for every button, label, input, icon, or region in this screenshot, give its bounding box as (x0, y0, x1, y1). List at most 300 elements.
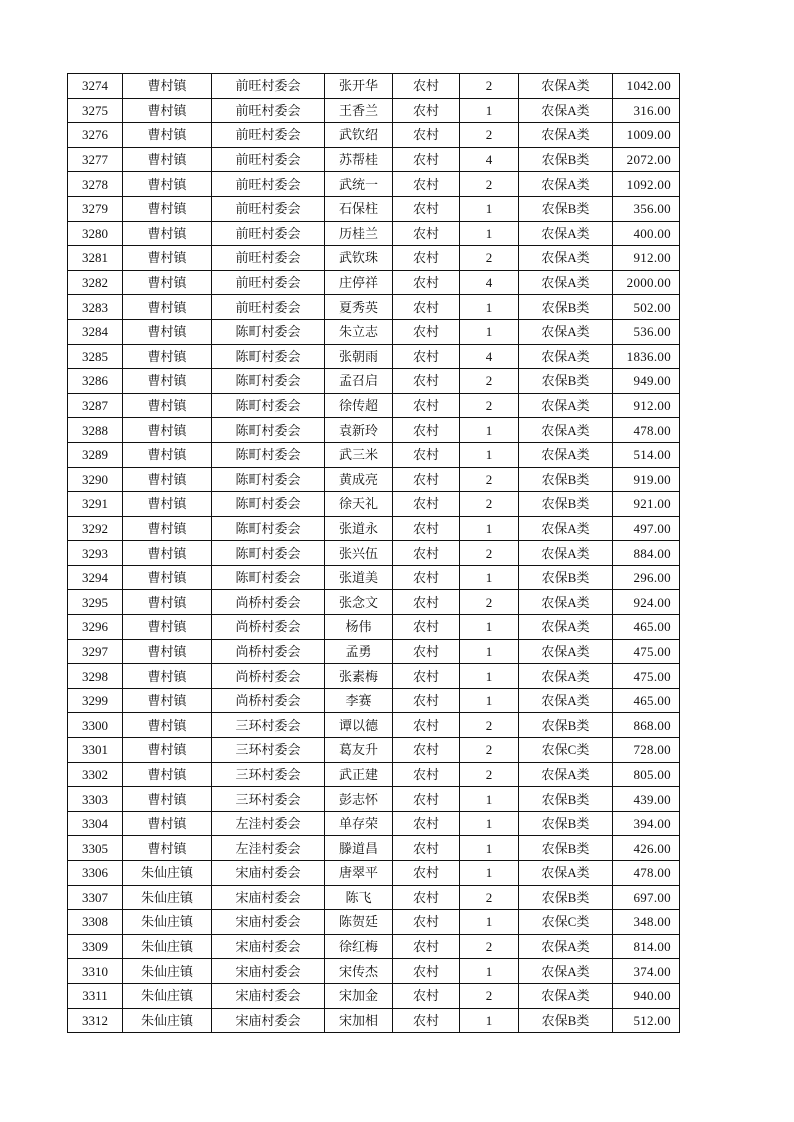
person-name-cell: 武钦绍 (325, 123, 393, 148)
village-committee-cell: 前旺村委会 (212, 246, 325, 271)
village-committee-cell: 宋庙村委会 (212, 910, 325, 935)
village-committee-cell: 陈町村委会 (212, 541, 325, 566)
row-number-cell: 3305 (68, 836, 123, 861)
table-row (68, 516, 680, 541)
insurance-category-cell: 农保A类 (519, 959, 613, 984)
row-number-cell: 3298 (68, 664, 123, 689)
amount-cell: 439.00 (613, 787, 680, 812)
area-type-cell: 农村 (393, 959, 460, 984)
amount-cell: 2000.00 (613, 270, 680, 295)
village-committee-cell: 宋庙村委会 (212, 959, 325, 984)
person-name-cell: 宋传杰 (325, 959, 393, 984)
row-number-cell: 3282 (68, 270, 123, 295)
village-committee-cell: 陈町村委会 (212, 369, 325, 394)
table-row (68, 688, 680, 713)
insurance-category-cell: 农保A类 (519, 516, 613, 541)
insurance-category-cell: 农保A类 (519, 246, 613, 271)
row-number-cell: 3295 (68, 590, 123, 615)
town-cell: 曹村镇 (123, 393, 212, 418)
amount-cell: 296.00 (613, 565, 680, 590)
household-size-cell: 1 (460, 221, 519, 246)
household-size-cell: 1 (460, 688, 519, 713)
insurance-category-cell: 农保A类 (519, 172, 613, 197)
household-size-cell: 1 (460, 418, 519, 443)
insurance-category-cell: 农保B类 (519, 147, 613, 172)
amount-cell: 502.00 (613, 295, 680, 320)
amount-cell: 814.00 (613, 934, 680, 959)
village-committee-cell: 尚桥村委会 (212, 639, 325, 664)
village-committee-cell: 宋庙村委会 (212, 861, 325, 886)
area-type-cell: 农村 (393, 713, 460, 738)
amount-cell: 400.00 (613, 221, 680, 246)
table-row (68, 565, 680, 590)
amount-cell: 1009.00 (613, 123, 680, 148)
household-size-cell: 2 (460, 492, 519, 517)
amount-cell: 465.00 (613, 688, 680, 713)
area-type-cell: 农村 (393, 147, 460, 172)
village-committee-cell: 陈町村委会 (212, 467, 325, 492)
area-type-cell: 农村 (393, 983, 460, 1008)
area-type-cell: 农村 (393, 738, 460, 763)
person-name-cell: 夏秀英 (325, 295, 393, 320)
village-committee-cell: 陈町村委会 (212, 393, 325, 418)
table-row (68, 1008, 680, 1033)
insurance-category-cell: 农保A类 (519, 861, 613, 886)
area-type-cell: 农村 (393, 836, 460, 861)
table-row (68, 74, 680, 99)
area-type-cell: 农村 (393, 811, 460, 836)
household-size-cell: 1 (460, 811, 519, 836)
insurance-category-cell: 农保C类 (519, 910, 613, 935)
town-cell: 曹村镇 (123, 196, 212, 221)
table-row (68, 418, 680, 443)
village-committee-cell: 左洼村委会 (212, 836, 325, 861)
table-row (68, 983, 680, 1008)
table-row (68, 393, 680, 418)
person-name-cell: 陈飞 (325, 885, 393, 910)
town-cell: 曹村镇 (123, 738, 212, 763)
insurance-category-cell: 农保A类 (519, 74, 613, 99)
area-type-cell: 农村 (393, 393, 460, 418)
household-size-cell: 4 (460, 147, 519, 172)
person-name-cell: 徐天礼 (325, 492, 393, 517)
person-name-cell: 历桂兰 (325, 221, 393, 246)
town-cell: 曹村镇 (123, 713, 212, 738)
person-name-cell: 庄停祥 (325, 270, 393, 295)
row-number-cell: 3297 (68, 639, 123, 664)
insurance-category-cell: 农保A类 (519, 590, 613, 615)
town-cell: 曹村镇 (123, 516, 212, 541)
insurance-category-cell: 农保B类 (519, 369, 613, 394)
village-committee-cell: 前旺村委会 (212, 270, 325, 295)
person-name-cell: 张朝雨 (325, 344, 393, 369)
person-name-cell: 王香兰 (325, 98, 393, 123)
household-size-cell: 1 (460, 861, 519, 886)
village-committee-cell: 宋庙村委会 (212, 983, 325, 1008)
area-type-cell: 农村 (393, 615, 460, 640)
household-size-cell: 2 (460, 713, 519, 738)
table-row (68, 615, 680, 640)
village-committee-cell: 前旺村委会 (212, 123, 325, 148)
area-type-cell: 农村 (393, 369, 460, 394)
table-row (68, 442, 680, 467)
person-name-cell: 武正建 (325, 762, 393, 787)
insurance-category-cell: 农保A类 (519, 221, 613, 246)
table-row (68, 270, 680, 295)
row-number-cell: 3293 (68, 541, 123, 566)
table-row (68, 467, 680, 492)
household-size-cell: 4 (460, 344, 519, 369)
row-number-cell: 3311 (68, 983, 123, 1008)
household-size-cell: 2 (460, 934, 519, 959)
town-cell: 朱仙庄镇 (123, 885, 212, 910)
table-row (68, 959, 680, 984)
amount-cell: 497.00 (613, 516, 680, 541)
insurance-category-cell: 农保A类 (519, 98, 613, 123)
person-name-cell: 武统一 (325, 172, 393, 197)
household-size-cell: 2 (460, 467, 519, 492)
village-committee-cell: 三环村委会 (212, 762, 325, 787)
amount-cell: 465.00 (613, 615, 680, 640)
household-size-cell: 2 (460, 123, 519, 148)
person-name-cell: 朱立志 (325, 319, 393, 344)
household-size-cell: 1 (460, 516, 519, 541)
area-type-cell: 农村 (393, 590, 460, 615)
person-name-cell: 唐翠平 (325, 861, 393, 886)
amount-cell: 949.00 (613, 369, 680, 394)
row-number-cell: 3299 (68, 688, 123, 713)
area-type-cell: 农村 (393, 295, 460, 320)
household-size-cell: 2 (460, 369, 519, 394)
insurance-category-cell: 农保B类 (519, 295, 613, 320)
household-size-cell: 1 (460, 565, 519, 590)
row-number-cell: 3280 (68, 221, 123, 246)
household-size-cell: 2 (460, 74, 519, 99)
town-cell: 曹村镇 (123, 344, 212, 369)
row-number-cell: 3275 (68, 98, 123, 123)
person-name-cell: 孟勇 (325, 639, 393, 664)
town-cell: 曹村镇 (123, 565, 212, 590)
area-type-cell: 农村 (393, 787, 460, 812)
amount-cell: 536.00 (613, 319, 680, 344)
area-type-cell: 农村 (393, 196, 460, 221)
insurance-category-cell: 农保A类 (519, 762, 613, 787)
row-number-cell: 3303 (68, 787, 123, 812)
row-number-cell: 3294 (68, 565, 123, 590)
village-committee-cell: 三环村委会 (212, 738, 325, 763)
area-type-cell: 农村 (393, 442, 460, 467)
village-committee-cell: 陈町村委会 (212, 442, 325, 467)
village-committee-cell: 尚桥村委会 (212, 664, 325, 689)
table-row (68, 861, 680, 886)
town-cell: 曹村镇 (123, 418, 212, 443)
person-name-cell: 宋加相 (325, 1008, 393, 1033)
area-type-cell: 农村 (393, 664, 460, 689)
area-type-cell: 农村 (393, 172, 460, 197)
person-name-cell: 杨伟 (325, 615, 393, 640)
household-size-cell: 1 (460, 664, 519, 689)
amount-cell: 478.00 (613, 861, 680, 886)
insurance-category-cell: 农保A类 (519, 442, 613, 467)
amount-cell: 514.00 (613, 442, 680, 467)
insurance-category-cell: 农保B类 (519, 787, 613, 812)
table-row (68, 885, 680, 910)
area-type-cell: 农村 (393, 516, 460, 541)
table-row (68, 541, 680, 566)
insurance-category-cell: 农保A类 (519, 344, 613, 369)
table-row (68, 713, 680, 738)
person-name-cell: 张念文 (325, 590, 393, 615)
row-number-cell: 3309 (68, 934, 123, 959)
insurance-category-cell: 农保B类 (519, 811, 613, 836)
person-name-cell: 彭志怀 (325, 787, 393, 812)
village-committee-cell: 宋庙村委会 (212, 885, 325, 910)
table-row (68, 738, 680, 763)
table-row (68, 369, 680, 394)
village-committee-cell: 陈町村委会 (212, 565, 325, 590)
household-size-cell: 1 (460, 787, 519, 812)
household-size-cell: 1 (460, 639, 519, 664)
town-cell: 曹村镇 (123, 467, 212, 492)
amount-cell: 805.00 (613, 762, 680, 787)
person-name-cell: 黄成亮 (325, 467, 393, 492)
area-type-cell: 农村 (393, 565, 460, 590)
amount-cell: 868.00 (613, 713, 680, 738)
village-committee-cell: 宋庙村委会 (212, 934, 325, 959)
town-cell: 曹村镇 (123, 221, 212, 246)
table-row (68, 787, 680, 812)
household-size-cell: 1 (460, 295, 519, 320)
insurance-category-cell: 农保A类 (519, 615, 613, 640)
area-type-cell: 农村 (393, 639, 460, 664)
village-committee-cell: 前旺村委会 (212, 74, 325, 99)
village-committee-cell: 前旺村委会 (212, 172, 325, 197)
row-number-cell: 3304 (68, 811, 123, 836)
person-name-cell: 葛友升 (325, 738, 393, 763)
household-size-cell: 2 (460, 885, 519, 910)
area-type-cell: 农村 (393, 934, 460, 959)
row-number-cell: 3300 (68, 713, 123, 738)
household-size-cell: 1 (460, 196, 519, 221)
table-row (68, 221, 680, 246)
insurance-category-cell: 农保B类 (519, 885, 613, 910)
amount-cell: 475.00 (613, 664, 680, 689)
table-row (68, 98, 680, 123)
area-type-cell: 农村 (393, 762, 460, 787)
town-cell: 曹村镇 (123, 590, 212, 615)
town-cell: 曹村镇 (123, 369, 212, 394)
amount-cell: 1836.00 (613, 344, 680, 369)
household-size-cell: 2 (460, 541, 519, 566)
amount-cell: 912.00 (613, 393, 680, 418)
town-cell: 曹村镇 (123, 639, 212, 664)
insurance-category-cell: 农保B类 (519, 836, 613, 861)
town-cell: 曹村镇 (123, 688, 212, 713)
town-cell: 曹村镇 (123, 442, 212, 467)
amount-cell: 512.00 (613, 1008, 680, 1033)
town-cell: 朱仙庄镇 (123, 959, 212, 984)
town-cell: 曹村镇 (123, 836, 212, 861)
amount-cell: 374.00 (613, 959, 680, 984)
person-name-cell: 张开华 (325, 74, 393, 99)
household-size-cell: 1 (460, 836, 519, 861)
town-cell: 曹村镇 (123, 811, 212, 836)
town-cell: 曹村镇 (123, 74, 212, 99)
village-committee-cell: 三环村委会 (212, 713, 325, 738)
row-number-cell: 3307 (68, 885, 123, 910)
insurance-category-cell: 农保A类 (519, 270, 613, 295)
person-name-cell: 滕道昌 (325, 836, 393, 861)
insurance-category-cell: 农保A类 (519, 934, 613, 959)
area-type-cell: 农村 (393, 885, 460, 910)
table-row (68, 762, 680, 787)
amount-cell: 394.00 (613, 811, 680, 836)
row-number-cell: 3286 (68, 369, 123, 394)
village-committee-cell: 三环村委会 (212, 787, 325, 812)
table-body (68, 74, 680, 1033)
beneficiary-table (67, 73, 680, 1033)
person-name-cell: 徐传超 (325, 393, 393, 418)
insurance-category-cell: 农保B类 (519, 1008, 613, 1033)
town-cell: 曹村镇 (123, 664, 212, 689)
row-number-cell: 3290 (68, 467, 123, 492)
table-row (68, 639, 680, 664)
table-row (68, 147, 680, 172)
amount-cell: 728.00 (613, 738, 680, 763)
area-type-cell: 农村 (393, 98, 460, 123)
household-size-cell: 2 (460, 172, 519, 197)
household-size-cell: 1 (460, 1008, 519, 1033)
table-row (68, 123, 680, 148)
village-committee-cell: 宋庙村委会 (212, 1008, 325, 1033)
table-row (68, 319, 680, 344)
area-type-cell: 农村 (393, 123, 460, 148)
person-name-cell: 袁新玲 (325, 418, 393, 443)
table-row (68, 590, 680, 615)
amount-cell: 2072.00 (613, 147, 680, 172)
household-size-cell: 4 (460, 270, 519, 295)
row-number-cell: 3274 (68, 74, 123, 99)
village-committee-cell: 前旺村委会 (212, 221, 325, 246)
person-name-cell: 张道永 (325, 516, 393, 541)
town-cell: 曹村镇 (123, 295, 212, 320)
insurance-category-cell: 农保A类 (519, 688, 613, 713)
amount-cell: 348.00 (613, 910, 680, 935)
person-name-cell: 张道美 (325, 565, 393, 590)
household-size-cell: 1 (460, 319, 519, 344)
town-cell: 曹村镇 (123, 246, 212, 271)
village-committee-cell: 前旺村委会 (212, 98, 325, 123)
village-committee-cell: 前旺村委会 (212, 196, 325, 221)
insurance-category-cell: 农保A类 (519, 123, 613, 148)
row-number-cell: 3312 (68, 1008, 123, 1033)
person-name-cell: 张素梅 (325, 664, 393, 689)
amount-cell: 426.00 (613, 836, 680, 861)
row-number-cell: 3301 (68, 738, 123, 763)
area-type-cell: 农村 (393, 246, 460, 271)
amount-cell: 1092.00 (613, 172, 680, 197)
town-cell: 曹村镇 (123, 172, 212, 197)
row-number-cell: 3283 (68, 295, 123, 320)
village-committee-cell: 尚桥村委会 (212, 615, 325, 640)
person-name-cell: 武三米 (325, 442, 393, 467)
table-row (68, 344, 680, 369)
table-row (68, 910, 680, 935)
insurance-category-cell: 农保A类 (519, 541, 613, 566)
table-row (68, 492, 680, 517)
table-row (68, 934, 680, 959)
amount-cell: 924.00 (613, 590, 680, 615)
row-number-cell: 3281 (68, 246, 123, 271)
person-name-cell: 谭以德 (325, 713, 393, 738)
village-committee-cell: 陈町村委会 (212, 319, 325, 344)
amount-cell: 316.00 (613, 98, 680, 123)
village-committee-cell: 陈町村委会 (212, 344, 325, 369)
town-cell: 朱仙庄镇 (123, 1008, 212, 1033)
town-cell: 朱仙庄镇 (123, 934, 212, 959)
area-type-cell: 农村 (393, 492, 460, 517)
village-committee-cell: 陈町村委会 (212, 492, 325, 517)
village-committee-cell: 陈町村委会 (212, 516, 325, 541)
insurance-category-cell: 农保C类 (519, 738, 613, 763)
town-cell: 曹村镇 (123, 615, 212, 640)
insurance-category-cell: 农保B类 (519, 492, 613, 517)
town-cell: 朱仙庄镇 (123, 861, 212, 886)
household-size-cell: 1 (460, 442, 519, 467)
area-type-cell: 农村 (393, 74, 460, 99)
insurance-category-cell: 农保A类 (519, 319, 613, 344)
row-number-cell: 3287 (68, 393, 123, 418)
row-number-cell: 3296 (68, 615, 123, 640)
amount-cell: 356.00 (613, 196, 680, 221)
table-row (68, 836, 680, 861)
insurance-category-cell: 农保B类 (519, 713, 613, 738)
village-committee-cell: 前旺村委会 (212, 295, 325, 320)
area-type-cell: 农村 (393, 910, 460, 935)
person-name-cell: 石保柱 (325, 196, 393, 221)
amount-cell: 697.00 (613, 885, 680, 910)
person-name-cell: 徐红梅 (325, 934, 393, 959)
row-number-cell: 3289 (68, 442, 123, 467)
table-row (68, 172, 680, 197)
area-type-cell: 农村 (393, 1008, 460, 1033)
area-type-cell: 农村 (393, 319, 460, 344)
town-cell: 曹村镇 (123, 541, 212, 566)
amount-cell: 919.00 (613, 467, 680, 492)
person-name-cell: 宋加金 (325, 983, 393, 1008)
amount-cell: 912.00 (613, 246, 680, 271)
village-committee-cell: 左洼村委会 (212, 811, 325, 836)
insurance-category-cell: 农保A类 (519, 639, 613, 664)
row-number-cell: 3302 (68, 762, 123, 787)
row-number-cell: 3288 (68, 418, 123, 443)
amount-cell: 921.00 (613, 492, 680, 517)
insurance-category-cell: 农保B类 (519, 467, 613, 492)
table-row (68, 664, 680, 689)
town-cell: 曹村镇 (123, 147, 212, 172)
row-number-cell: 3278 (68, 172, 123, 197)
person-name-cell: 陈贺廷 (325, 910, 393, 935)
person-name-cell: 单存荣 (325, 811, 393, 836)
household-size-cell: 2 (460, 983, 519, 1008)
household-size-cell: 2 (460, 738, 519, 763)
area-type-cell: 农村 (393, 418, 460, 443)
area-type-cell: 农村 (393, 344, 460, 369)
insurance-category-cell: 农保B类 (519, 196, 613, 221)
amount-cell: 478.00 (613, 418, 680, 443)
village-committee-cell: 尚桥村委会 (212, 590, 325, 615)
insurance-category-cell: 农保B类 (519, 565, 613, 590)
